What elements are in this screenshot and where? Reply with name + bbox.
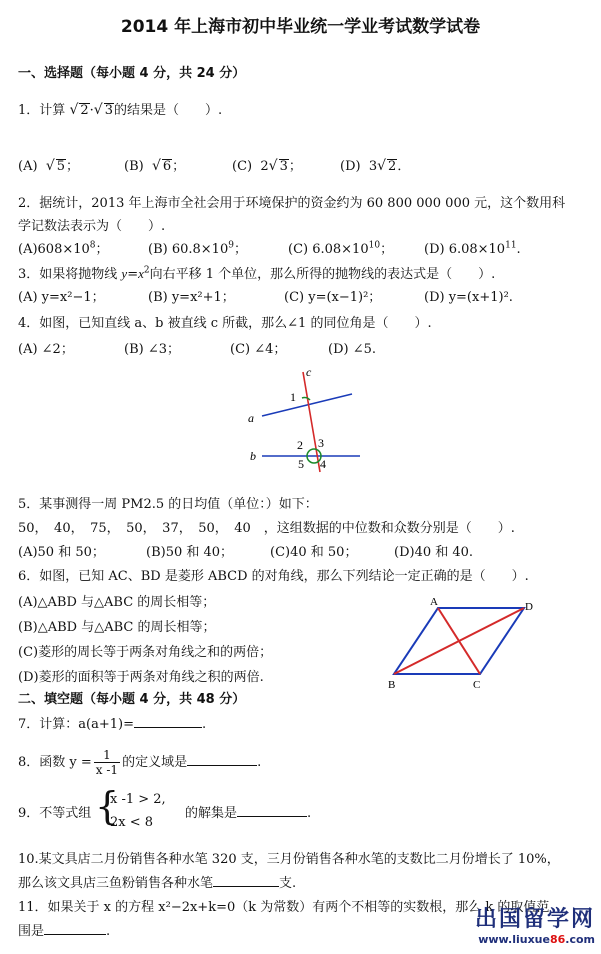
q3-option-c: (C) y=(x−1)²； <box>284 290 382 305</box>
q1-option-d: (D) 3√ 2． <box>340 158 411 174</box>
label-angle-4: 4 <box>320 457 326 471</box>
label-c: c <box>306 365 312 379</box>
question-9-suffix: 的解集是 . <box>185 806 312 821</box>
inequality-row-2: 2x < 8 <box>110 815 154 830</box>
q6-figure-rhombus <box>384 596 534 692</box>
site-watermark <box>475 902 595 946</box>
q2-option-a: $(A)608\times 10^8$； <box>18 240 109 257</box>
q1-option-a: (A) √ 5； <box>18 158 80 174</box>
q1-option-b: (B) √ 6； <box>124 158 186 174</box>
q6-option-a: (A)△ABD 与△ABC 的周长相等； <box>18 595 216 610</box>
question-9-prefix: 9．不等式组 <box>18 806 92 821</box>
label-angle-5: 5 <box>298 457 304 471</box>
watermark-logo-text: 出国留学网 <box>474 907 595 932</box>
page-title: 2014 年上海市初中毕业统一学业考试数学试卷 <box>120 17 481 37</box>
q5-option-c: (C)40 和 50； <box>270 545 358 560</box>
q4-option-a: (A) ∠2； <box>18 342 74 357</box>
q3-option-b: (B) y=x²+1； <box>148 290 235 305</box>
q3-option-d: (D) y=(x+1)². <box>424 290 513 305</box>
vertex-b: B <box>388 679 396 691</box>
q4-option-b: (B) ∠3； <box>124 342 180 357</box>
inequality-row-1: x -1 > 2, <box>110 792 166 807</box>
question-5: 5．某事测得一周 PM2.5 的日均值（单位：）如下： <box>18 497 318 512</box>
q6-option-c: (C)菱形的周长等于两条对角线之和的两倍； <box>18 645 273 660</box>
question-2-line-2: 学记数法表示为（ ）. <box>18 219 166 234</box>
question-11-line-2: 围是 . <box>18 924 111 939</box>
question-11-line-1: 11．如果关于 x 的方程 x²−2x+k=0（k 为常数）有两个不相等的实数根，那么 k 的取值范 <box>18 900 550 915</box>
vertex-c: C <box>473 679 481 691</box>
question-2-line-1: 2．据统计，2013 年上海市全社会用于环境保护的资金约为 60 800 000 000 元，这个数用科 <box>18 196 566 211</box>
q6-option-d: (D)菱形的面积等于两条对角线之积的两倍. <box>18 670 264 685</box>
q2-option-b: (B) $60.8\times 10^9$； <box>148 240 247 257</box>
question-8: 8．函数 y = $\frac{1}{x -1}$ 的定义域是 . <box>18 748 262 777</box>
q4-figure-transversal <box>240 364 370 476</box>
q5-option-d: (D)40 和 40. <box>394 545 474 560</box>
vertex-a: A <box>430 596 438 608</box>
label-angle-3: 3 <box>318 436 324 450</box>
question-10-line-1: 10.某文具店二月份销售各种水笔 320 支，三月份销售各种水笔的支数比二月份增长了 10%， <box>18 852 560 867</box>
question-1: 1．计算 √ 2·√ 3的结果是（ ）. <box>18 102 223 118</box>
line-c <box>303 372 320 472</box>
q3-option-a: (A) y=x²−1； <box>18 290 105 305</box>
vertex-d: D <box>525 601 533 613</box>
q2-option-d: (D) $6.08\times 10^{11}$. <box>424 240 521 257</box>
label-b: b <box>250 449 256 463</box>
label-angle-1: 1 <box>290 390 296 404</box>
q4-option-c: (C) ∠4； <box>230 342 287 357</box>
question-5-data: 50， 40， 75， 50， 37， 50， 40 ，这组数据的中位数和众数分别是（ ）. <box>18 521 515 536</box>
section-heading-choice: 一、选择题（每小题 4 分，共 24 分） <box>18 66 246 81</box>
question-10-line-2: 那么该文具店三鱼粉销售各种水笔 支. <box>18 876 297 891</box>
label-a: a <box>248 411 254 425</box>
question-3: 3．如果将抛物线 $y=x^2$向右平移 1 个单位，那么所得的抛物线的表达式是（ ）. <box>18 265 496 282</box>
angle-1-arc <box>302 397 310 400</box>
label-angle-2: 2 <box>297 438 303 452</box>
question-7: 7．计算：a(a+1)= . <box>18 717 207 732</box>
q6-option-b: (B)△ABD 与△ABC 的周长相等； <box>18 620 216 635</box>
watermark-url: www.liuxue86.com <box>478 933 595 946</box>
section-heading-fill: 二、填空题（每小题 4 分，共 48 分） <box>18 692 246 707</box>
q5-option-a: (A)50 和 50； <box>18 545 105 560</box>
q4-option-d: (D) ∠5. <box>328 342 376 357</box>
q5-option-b: (B)50 和 40； <box>146 545 234 560</box>
q1-option-c: (C) 2√ 3； <box>232 158 302 174</box>
question-6: 6．如图，已知 AC、BD 是菱形 ABCD 的对角线，那么下列结论一定正确的是（ ）. <box>18 569 529 584</box>
diagonal-bd <box>394 608 524 674</box>
q2-option-c: (C) $6.08\times 10^{10}$； <box>288 240 394 257</box>
question-4: 4．如图，已知直线 a、b 被直线 c 所截，那么∠1 的同位角是（ ）. <box>18 316 432 331</box>
system-brace: { <box>95 784 120 828</box>
fraction: $\frac{1}{x -1}$ <box>95 748 119 777</box>
